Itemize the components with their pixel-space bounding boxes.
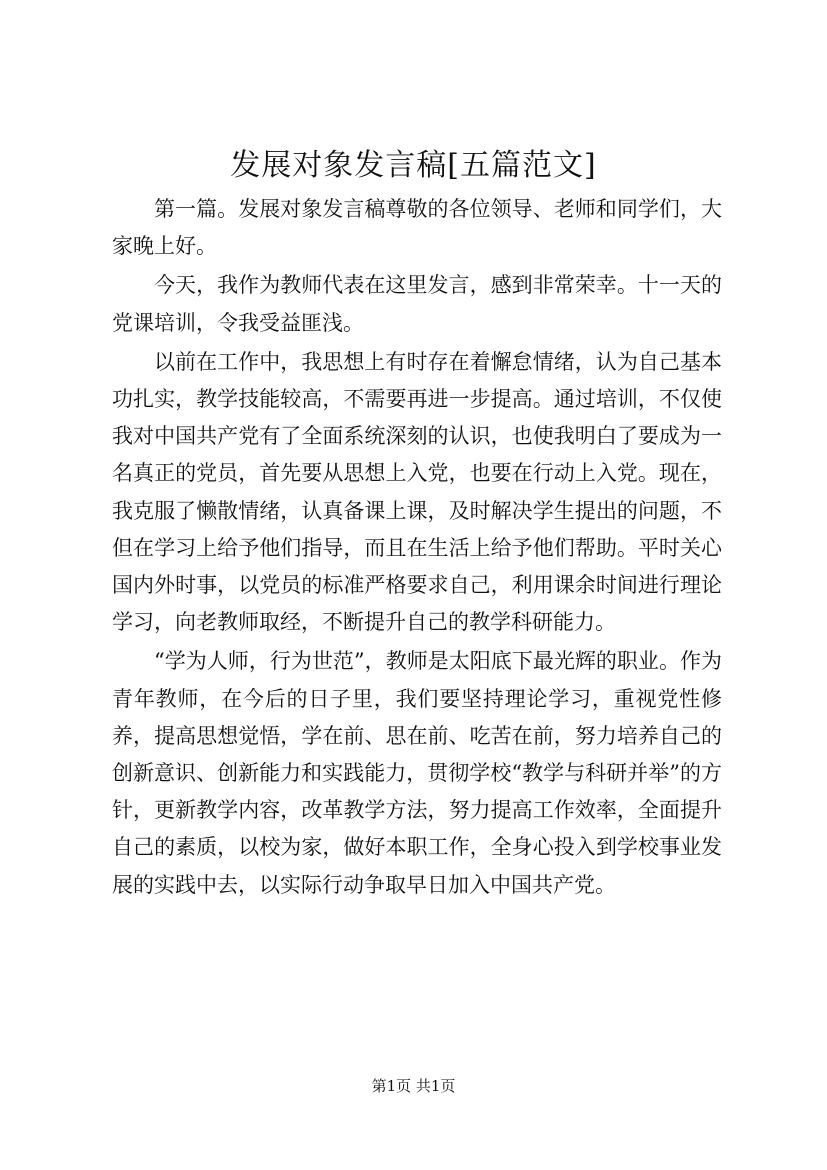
paragraph-1: 第一篇。发展对象发言稿尊敬的各位领导、老师和同学们，大家晚上好。 <box>112 197 722 259</box>
document-title: 发展对象发言稿[五篇范文] <box>230 148 597 183</box>
paragraph-3: 以前在工作中，我思想上有时存在着懈怠情绪，认为自己基本功扎实，教学技能较高，不需要再进一步提高。通过培训，不仅使我对中国共产党有了全面系统深刻的认识，也使我明白了要成为一名真正的党员，首先要从思想上入党，也要在行动上入党。现在，我克服了懒散情绪，认真备课上课，及时解决学生提出的问题，不但在学习上给予他们指导，而且在生活上给予他们帮助。平时关心国内外时事，以党员的标准严格要求自己，利用课余时间进行理论学习，向老教师取经，不断提升自己的教学科研能力。 <box>112 349 722 635</box>
paragraph-2: 今天，我作为教师代表在这里发言，感到非常荣幸。十一天的党课培训，令我受益匪浅。 <box>112 273 722 335</box>
document-body <box>112 191 722 906</box>
page-number-footer: 第1页 共1页 <box>371 1077 456 1095</box>
paragraph-4: “学为人师，行为世范”，教师是太阳底下最光辉的职业。作为青年教师，在今后的日子里，我们要坚持理论学习，重视党性修养，提高思想觉悟，学在前、思在前、吃苦在前，努力培养自己的创新意识、创新能力和实践能力，贯彻学校“教学与科研并举”的方针，更新教学内容，改革教学方法，努力提高工作效率，全面提升自己的素质，以校为家，做好本职工作，全身心投入到学校事业发展的实践中去，以实际行动争取早日加入中国共产党。 <box>112 649 722 897</box>
